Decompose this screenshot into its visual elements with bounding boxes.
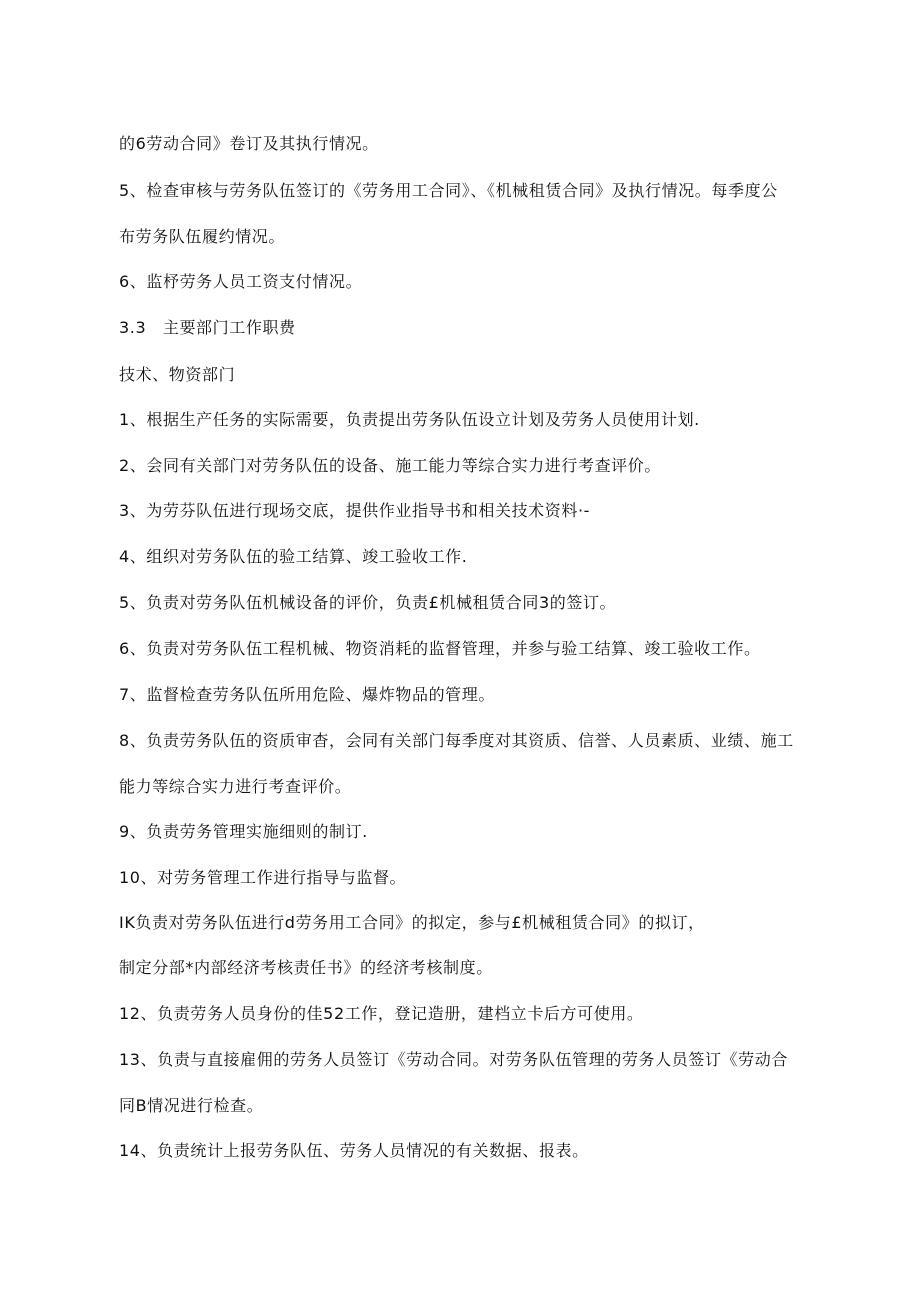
text-line: 2、会同有关部门对劳务队伍的设备、施工能力等综合实力进行考查评价。 bbox=[119, 456, 661, 475]
text-line: 12、负责劳务人员身份的佳52工作，登记造册，建档立卡后方可使用。 bbox=[119, 1004, 644, 1023]
text-line: 7、监督检查劳务队伍所用危险、爆炸物品的管理。 bbox=[119, 685, 495, 704]
text-line: 3、为劳芬队伍进行现场交底，提供作业指导书和相关技术资料·- bbox=[119, 501, 591, 520]
text-line: 的6劳动合同》卷订及其执行情况。 bbox=[119, 134, 379, 153]
text-line: 6、监杼劳务人员工资支付情况。 bbox=[119, 272, 363, 291]
section-heading: 3.3 主要部门工作职费 bbox=[119, 318, 296, 337]
text-line: 10、对劳务管理工作进行指导与监督。 bbox=[119, 868, 407, 887]
text-line: 8、负责劳务队伍的资质审杳，会同有关部门每季度对其资质、信誉、人员素质、业绩、施工 bbox=[119, 731, 794, 750]
text-line: 13、负责与直接雇佣的劳务人员签订《劳动合同。对劳务队伍管理的劳务人员签订《劳动合 bbox=[119, 1050, 788, 1069]
text-line: 1、根据生产任务的实际需要，负责提出劳务队伍设立计划及劳务人员使用计划. bbox=[119, 410, 700, 429]
text-line: 布劳务队伍履约情况。 bbox=[119, 227, 286, 246]
text-line: 9、负责劳务管理实施细则的制订. bbox=[119, 822, 368, 841]
text-line: 5、检查审核与劳务队伍签订的《劳务用工合同》、《机械租赁合同》及执行情况。每季度公 bbox=[119, 181, 778, 200]
text-line: 同B情况进行检查。 bbox=[119, 1096, 264, 1115]
subsection-heading: 技术、物资部门 bbox=[119, 365, 236, 384]
text-line: 能力等综合实力进行考查评价。 bbox=[119, 777, 352, 796]
text-line: 制定分部*内部经济考核责任书》的经济考核制度。 bbox=[119, 958, 493, 977]
text-line: 6、负责对劳务队伍工程机械、物资消耗的监督管理，并参与验工结算、竣工验收工作。 bbox=[119, 639, 761, 658]
text-line: 14、负责统计上报劳务队伍、劳务人员情况的有关数据、报表。 bbox=[119, 1141, 589, 1160]
text-line: 4、组织对劳务队伍的验工结算、竣工验收工作. bbox=[119, 547, 468, 566]
text-line: IK负责对劳务队伍进行d劳务用工合同》的拟定，参与£机械租赁合同》的拟订， bbox=[119, 913, 705, 932]
text-line: 5、负责对劳务队伍机械设备的评价，负责£机械租赁合同3的签订。 bbox=[119, 593, 617, 612]
